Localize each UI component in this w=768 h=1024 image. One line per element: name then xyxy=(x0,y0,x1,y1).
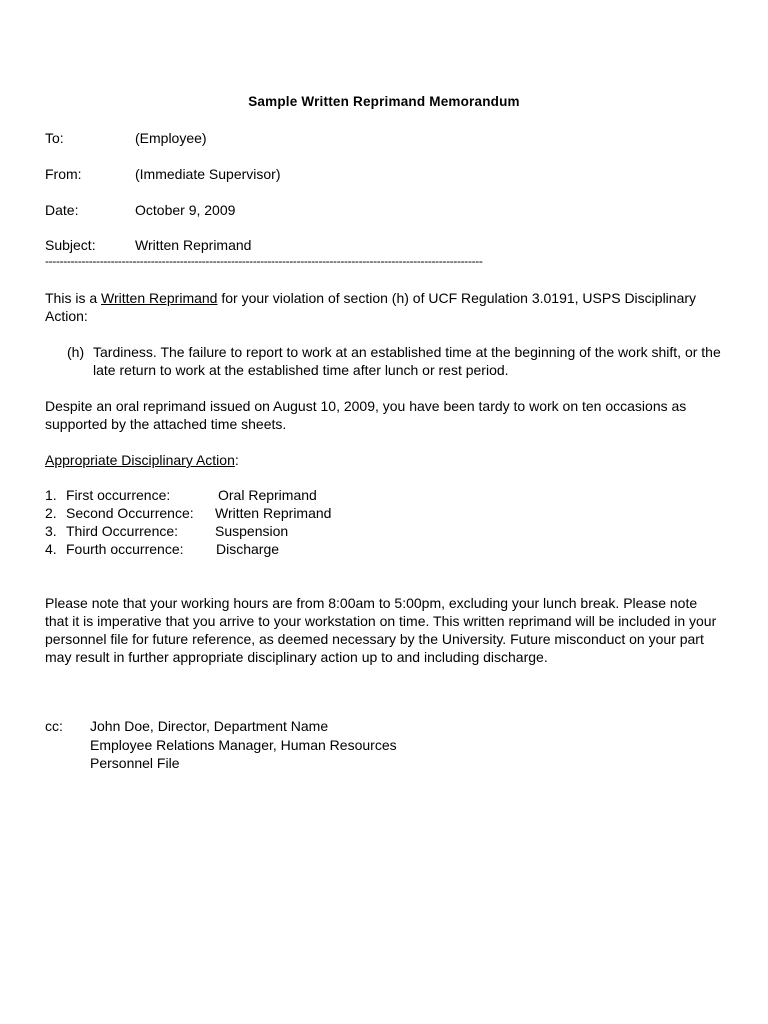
section-text: Tardiness. The failure to report to work at an established time at the beginning of the work shift, or the late return to work at the established time after lunch or rest period. xyxy=(93,344,721,378)
section-mark: (h) xyxy=(67,344,85,360)
actions-heading xyxy=(45,451,735,469)
action-label: Third Occurrence: xyxy=(66,523,179,539)
action-label: Fourth occurrence: xyxy=(66,541,184,557)
action-value: Oral Reprimand xyxy=(218,487,317,503)
action-label: Second Occurrence: xyxy=(66,505,194,521)
action-number: 1. xyxy=(45,487,57,503)
intro-after: for your violation of section (h) of UCF Regulation 3.0191, USPS Disciplinary Action: xyxy=(45,290,697,324)
action-value: Suspension xyxy=(215,523,289,539)
header-label: To: xyxy=(45,130,64,146)
action-number: 2. xyxy=(45,505,57,521)
action-number: 3. xyxy=(45,523,57,539)
header-value: (Immediate Supervisor) xyxy=(135,166,281,182)
header-value: (Employee) xyxy=(135,130,207,146)
note-paragraph: Please note that your working hours are from 8:00am to 5:00pm, excluding your lunch break. Please note that it is imperative that you arrive to your workstation on time. This written reprimand will be included in your personnel file for future reference, as deemed necessary by the University. Future misconduct on your part may result in further appropriate disciplinary action up to and including discharge. xyxy=(45,595,717,665)
action-value: Written Reprimand xyxy=(215,505,332,521)
written-reprimand-underline: Written Reprimand xyxy=(101,290,218,306)
actions-heading-text: Appropriate Disciplinary Action xyxy=(45,452,235,468)
cc-recipient: John Doe, Director, Department Name xyxy=(90,718,329,734)
action-label: First occurrence: xyxy=(66,487,171,503)
header-value: Written Reprimand xyxy=(135,237,252,253)
header-divider: ------------------------------------------------------------------------------------------------------------------------ xyxy=(45,255,483,267)
cc-recipient: Employee Relations Manager, Human Resources xyxy=(90,737,397,753)
memo-title: Sample Written Reprimand Memorandum xyxy=(248,94,520,109)
header-label: Subject: xyxy=(45,237,96,253)
intro-before: This is a xyxy=(45,290,102,306)
cc-label: cc: xyxy=(45,718,63,734)
header-value: October 9, 2009 xyxy=(135,202,236,218)
cc-recipient: Personnel File xyxy=(90,755,180,771)
header-label: From: xyxy=(45,166,82,182)
action-value: Discharge xyxy=(216,541,280,557)
intro-paragraph xyxy=(45,289,735,325)
header-label: Date: xyxy=(45,202,79,218)
action-number: 4. xyxy=(45,541,57,557)
actions-heading-colon: : xyxy=(234,452,239,468)
despite-paragraph: Despite an oral reprimand issued on August 10, 2009, you have been tardy to work on ten occasions as supported by the attached time sheets. xyxy=(45,398,687,432)
